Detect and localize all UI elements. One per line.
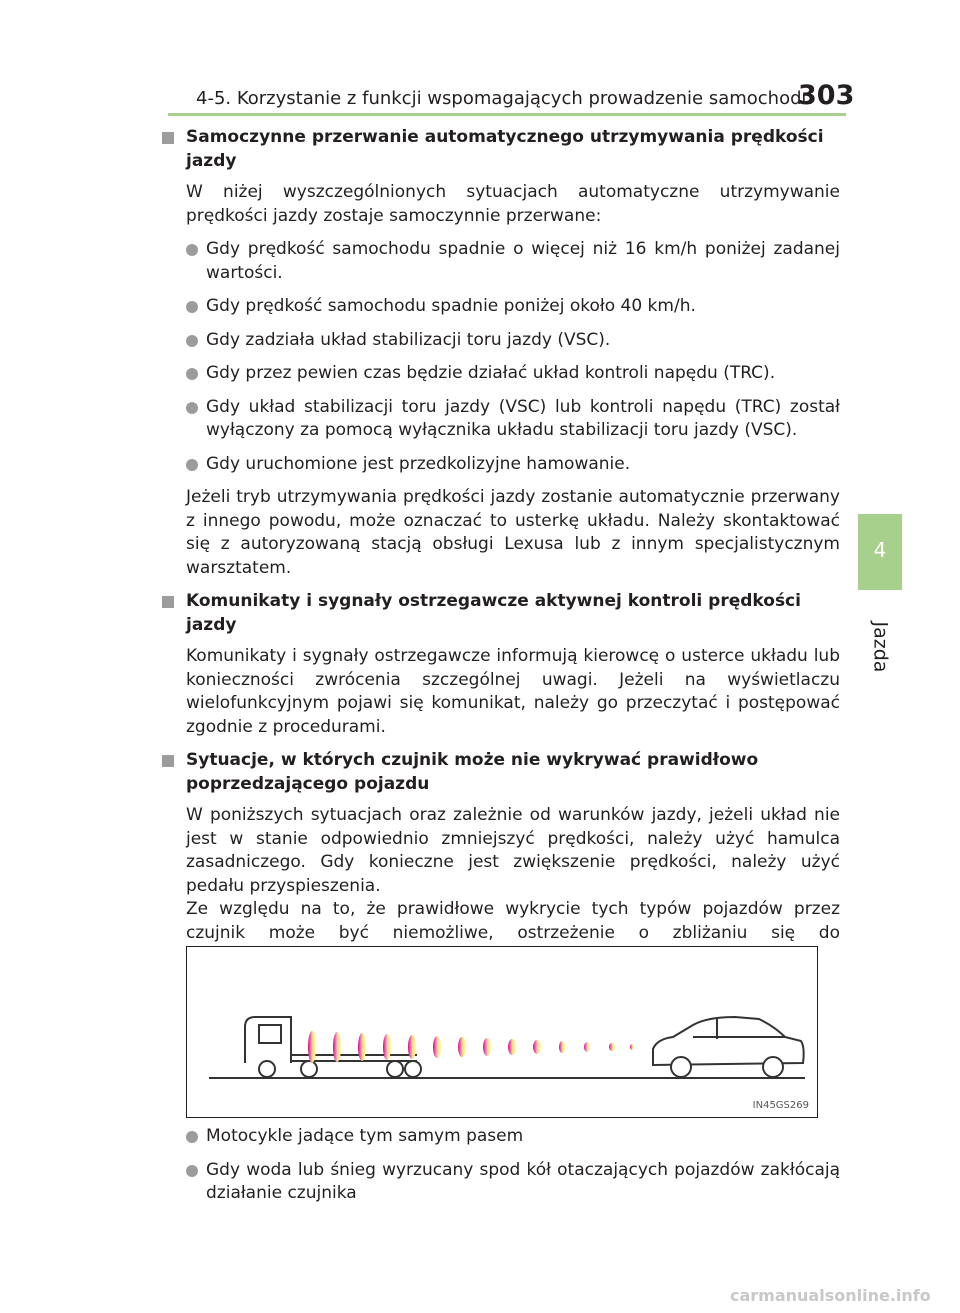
header-divider bbox=[168, 113, 846, 116]
section-heading bbox=[160, 590, 840, 637]
bullet-icon bbox=[186, 402, 198, 414]
section-heading bbox=[160, 126, 840, 173]
square-marker-icon bbox=[162, 755, 174, 767]
square-marker-icon bbox=[162, 596, 174, 608]
list-item-text: Gdy prędkość samochodu spadnie o więcej niż 16 km/h poniżej zadanej wartości. bbox=[206, 239, 840, 283]
bullet-icon bbox=[186, 335, 198, 347]
list-item bbox=[160, 1125, 840, 1149]
list-item-text: Motocykle jadące tym samym pasem bbox=[206, 1126, 524, 1146]
page-header bbox=[0, 0, 960, 120]
list-item bbox=[160, 1159, 840, 1206]
list-item-text: Gdy układ stabilizacji toru jazdy (VSC) lub kontroli napędu (TRC) został wyłączony za pomocą wyłącznika układu stabilizacji toru jazdy (VSC). bbox=[206, 396, 840, 440]
radar-illustration bbox=[186, 946, 818, 1118]
chapter-label: Jazda bbox=[869, 621, 891, 673]
paragraph: W poniższych sytuacjach oraz zależnie od warunków jazdy, jeżeli układ nie jest w stanie odpowiednio zmniejszyć prędkości, należy użyć hamulca zasadniczego. Gdy konieczne jest zwiększenie prędkości, należy użyć pedału przyspieszenia. bbox=[186, 805, 840, 896]
section-heading-text: Samoczynne przerwanie automatycznego utrzymywania prędkości jazdy bbox=[186, 127, 824, 171]
bullet-icon bbox=[186, 301, 198, 313]
list-item bbox=[160, 362, 840, 386]
paragraph: Jeżeli tryb utrzymywania prędkości jazdy zostanie automatycznie przerwany z innego powodu, może oznaczać to usterkę układu. Należy skontaktować się z autoryzowaną stacją obsługi Lexusa lub z innym specjalistycznym warsztatem. bbox=[186, 487, 840, 578]
page-number: 303 bbox=[798, 80, 855, 111]
list-item bbox=[160, 329, 840, 353]
paragraph: W niżej wyszczególnionych sytuacjach automatyczne utrzymywanie prędkości jazdy zostaje samoczynnie przerwane: bbox=[186, 182, 840, 226]
bullet-icon bbox=[186, 244, 198, 256]
list-item-text: Gdy przez pewien czas będzie działać układ kontroli napędu (TRC). bbox=[206, 363, 776, 383]
list-item bbox=[160, 453, 840, 477]
list-item-text: Gdy uruchomione jest przedkolizyjne hamowanie. bbox=[206, 453, 631, 474]
bullet-icon bbox=[186, 1165, 198, 1177]
illustration-svg bbox=[187, 947, 817, 1117]
watermark: carmanualsonline.info bbox=[730, 1286, 931, 1305]
radar-waves bbox=[308, 1031, 634, 1063]
chapter-tab bbox=[858, 514, 902, 590]
header-title: 4-5. Korzystanie z funkcji wspomagających prowadzenie samochodu bbox=[196, 88, 813, 109]
list-item-text: Gdy zadziała układ stabilizacji toru jazdy (VSC). bbox=[206, 329, 611, 350]
section-heading-text: Komunikaty i sygnały ostrzegawcze aktywnej kontroli prędkości jazdy bbox=[186, 591, 801, 635]
list-item-text: Gdy prędkość samochodu spadnie poniżej około 40 km/h. bbox=[206, 296, 696, 316]
bullet-icon bbox=[186, 459, 198, 471]
bullet-icon bbox=[186, 368, 198, 380]
lower-content bbox=[160, 1125, 840, 1216]
chapter-label-container bbox=[866, 612, 894, 682]
chapter-number: 4 bbox=[873, 538, 887, 562]
paragraph: Ze względu na to, że prawidłowe wykrycie tych typów pojazdów przez czujnik może być niemożliwe, ostrzeżenie o zbliżaniu się do bbox=[186, 899, 840, 943]
list-item bbox=[160, 295, 840, 319]
section-heading bbox=[160, 749, 840, 796]
figure-code: IN45GS269 bbox=[752, 1100, 809, 1111]
paragraph: Komunikaty i sygnały ostrzegawcze informują kierowcę o usterce układu lub konieczności zwrócenia szczególnej uwagi. Jeżeli na wyświetlaczu wielofunkcyjnym pojawi się komunikat, należy go przeczytać i postępować zgodnie z procedurami. bbox=[186, 646, 840, 737]
list-item-text: Gdy woda lub śnieg wyrzucany spod kół otaczających pojazdów zakłócają działanie czujnika bbox=[206, 1159, 840, 1203]
list-item bbox=[160, 238, 840, 285]
square-marker-icon bbox=[162, 132, 174, 144]
bullet-icon bbox=[186, 1131, 198, 1143]
car-icon bbox=[653, 1017, 804, 1077]
list-item bbox=[160, 396, 840, 443]
section-heading-text: Sytuacje, w których czujnik może nie wykrywać prawidłowo poprzedzającego pojazdu bbox=[186, 750, 759, 794]
